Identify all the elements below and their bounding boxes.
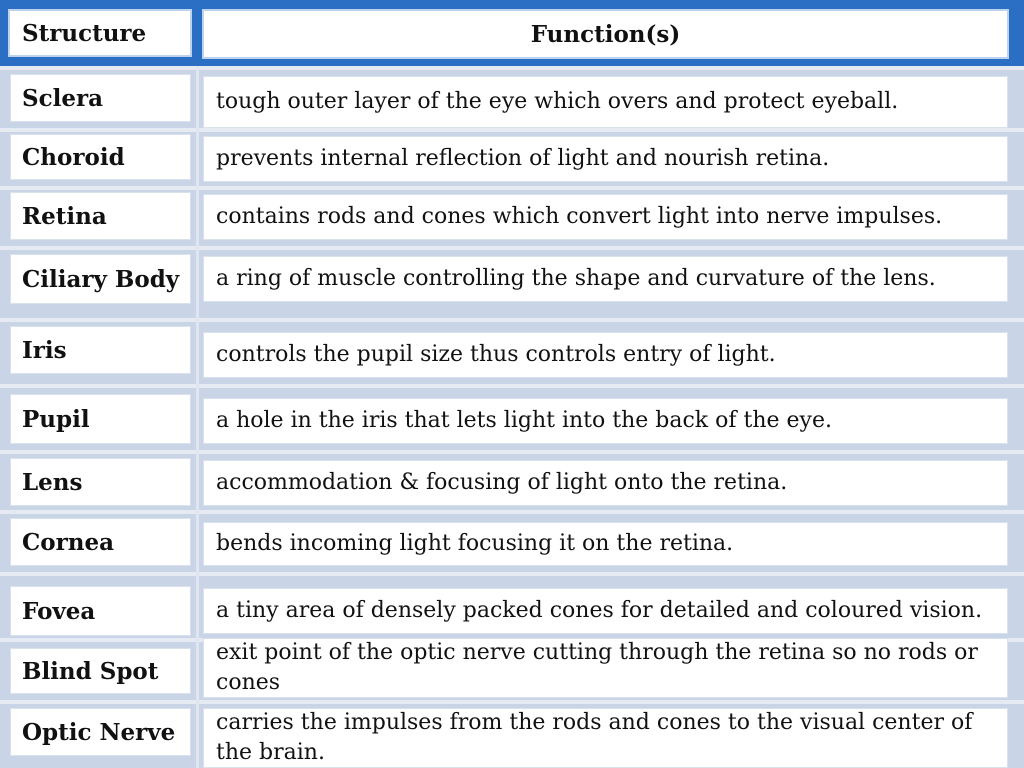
function-cell: exit point of the optic nerve cutting through the retina so no rods or cones <box>203 638 1008 698</box>
function-cell: accommodation & focusing of light onto the retina. <box>203 460 1008 506</box>
function-cell: prevents internal reflection of light and nourish retina. <box>203 136 1008 182</box>
function-cell: bends incoming light focusing it on the retina. <box>203 522 1008 566</box>
function-cell: carries the impulses from the rods and cones to the visual center of the brain. <box>203 708 1008 768</box>
structure-cell: Cornea <box>10 518 191 566</box>
structure-cell: Sclera <box>10 74 191 122</box>
function-cell: a hole in the iris that lets light into the back of the eye. <box>203 398 1008 444</box>
structure-cell: Pupil <box>10 394 191 444</box>
structure-cell: Iris <box>10 326 191 374</box>
function-cell: a ring of muscle controlling the shape and curvature of the lens. <box>203 256 1008 302</box>
structure-cell: Ciliary Body <box>10 254 191 304</box>
structure-cell: Choroid <box>10 134 191 180</box>
function-cell: contains rods and cones which convert light into nerve impulses. <box>203 194 1008 240</box>
structure-cell: Lens <box>10 458 191 506</box>
header-structure: Structure <box>8 9 192 57</box>
structure-cell: Blind Spot <box>10 648 191 694</box>
structure-cell: Fovea <box>10 586 191 636</box>
structure-cell: Retina <box>10 192 191 240</box>
function-cell: a tiny area of densely packed cones for detailed and coloured vision. <box>203 588 1008 634</box>
function-cell: controls the pupil size thus controls entry of light. <box>203 332 1008 378</box>
header-function: Function(s) <box>202 9 1009 59</box>
structure-cell: Optic Nerve <box>10 708 191 756</box>
function-cell: tough outer layer of the eye which overs and protect eyeball. <box>203 76 1008 128</box>
column-divider <box>196 66 199 768</box>
